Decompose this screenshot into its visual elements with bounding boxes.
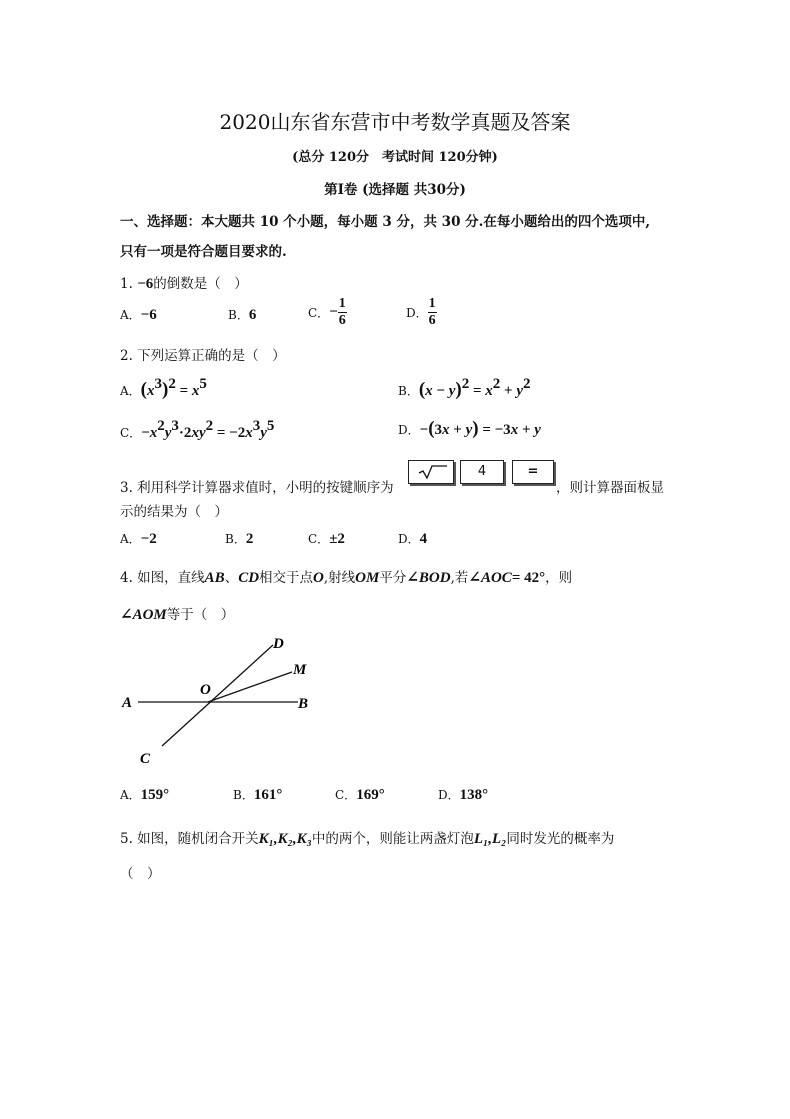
question-1-number: 1. — [120, 276, 133, 292]
four-key: 4 — [460, 460, 504, 484]
question-3-stem-part1: 3. 利用科学计算器求值时，小明的按键顺序为 — [120, 480, 394, 496]
question-4-stem-line2: ∠AOM等于（ ） — [120, 607, 235, 623]
question-1-text: 的倒数是（ ） — [153, 276, 248, 292]
instructions-line-1: 一、选择题：本大题共 10 个小题，每小题 3 分，共 30 分.在每小题给出的四个选项中, — [120, 214, 651, 230]
question-1-expr: −6 — [137, 276, 154, 292]
question-5-stem-line2: （ ） — [120, 866, 161, 882]
sqrt-icon — [409, 461, 453, 483]
section-title: 第Ⅰ卷 (选择题 共30分) — [324, 182, 466, 198]
option-b[interactable]: B．161° — [233, 787, 283, 803]
option-c[interactable]: C．− $\frac{1}{6}$ — [308, 296, 346, 328]
label-b: B — [298, 696, 309, 712]
page-title: 2020山东省东营市中考数学真题及答案 — [219, 110, 571, 134]
option-a[interactable]: A．−2 — [120, 531, 157, 547]
option-a[interactable]: A．159° — [120, 787, 170, 803]
label-d: D — [273, 636, 284, 652]
option-c[interactable]: C．169° — [335, 787, 385, 803]
equals-key: = — [512, 460, 554, 484]
ray-om — [208, 672, 292, 702]
option-b[interactable]: B．$(x - y)^2 = x^2 + y^2$ — [398, 376, 531, 400]
label-m: M — [293, 662, 307, 678]
option-d[interactable]: D．138° — [438, 787, 489, 803]
option-c[interactable]: C．±2 — [308, 531, 345, 547]
question-3-stem-line2: 示的结果为（ ） — [120, 504, 228, 520]
exam-info: (总分 120分 考试时间 120分钟) — [292, 150, 498, 165]
option-b[interactable]: B．6 — [228, 307, 257, 323]
line-cd — [162, 645, 273, 746]
label-o: O — [200, 682, 211, 698]
option-b[interactable]: B．2 — [225, 531, 254, 547]
option-d[interactable]: D．4 — [398, 531, 428, 547]
instructions-line-2: 只有一项是符合题目要求的. — [120, 244, 287, 260]
question-4-stem: 4. 如图，直线AB、CD相交于点O,射线OM平分∠BOD,若∠AOC= 42°，则 — [120, 570, 573, 586]
option-d[interactable]: D．−(3x + y) = −3x + y — [398, 418, 541, 439]
question-5-stem: 5. 如图，随机闭合开关K₁,K₂,K₃中的两个，则能让两盏灯泡L₁,L₂同时发光的概率为 — [120, 831, 615, 847]
option-a[interactable]: A．$(x^3)^2 = x^5$ — [120, 376, 207, 400]
label-c: C — [140, 751, 151, 767]
angle-figure — [110, 628, 330, 773]
option-c[interactable]: C．$-x^2y^3\cdot 2xy^2 = -2x^3y^5$ — [120, 418, 275, 441]
sqrt-key — [408, 460, 454, 484]
question-1-stem — [120, 272, 248, 293]
question-3-stem-part2: ，则计算器面板显 — [556, 480, 664, 496]
option-d[interactable]: D． $\frac{1}{6}$ — [406, 296, 436, 328]
option-a[interactable]: A．−6 — [120, 307, 157, 323]
question-2-stem: 2. 下列运算正确的是（ ） — [120, 348, 286, 364]
label-a: A — [122, 695, 133, 711]
